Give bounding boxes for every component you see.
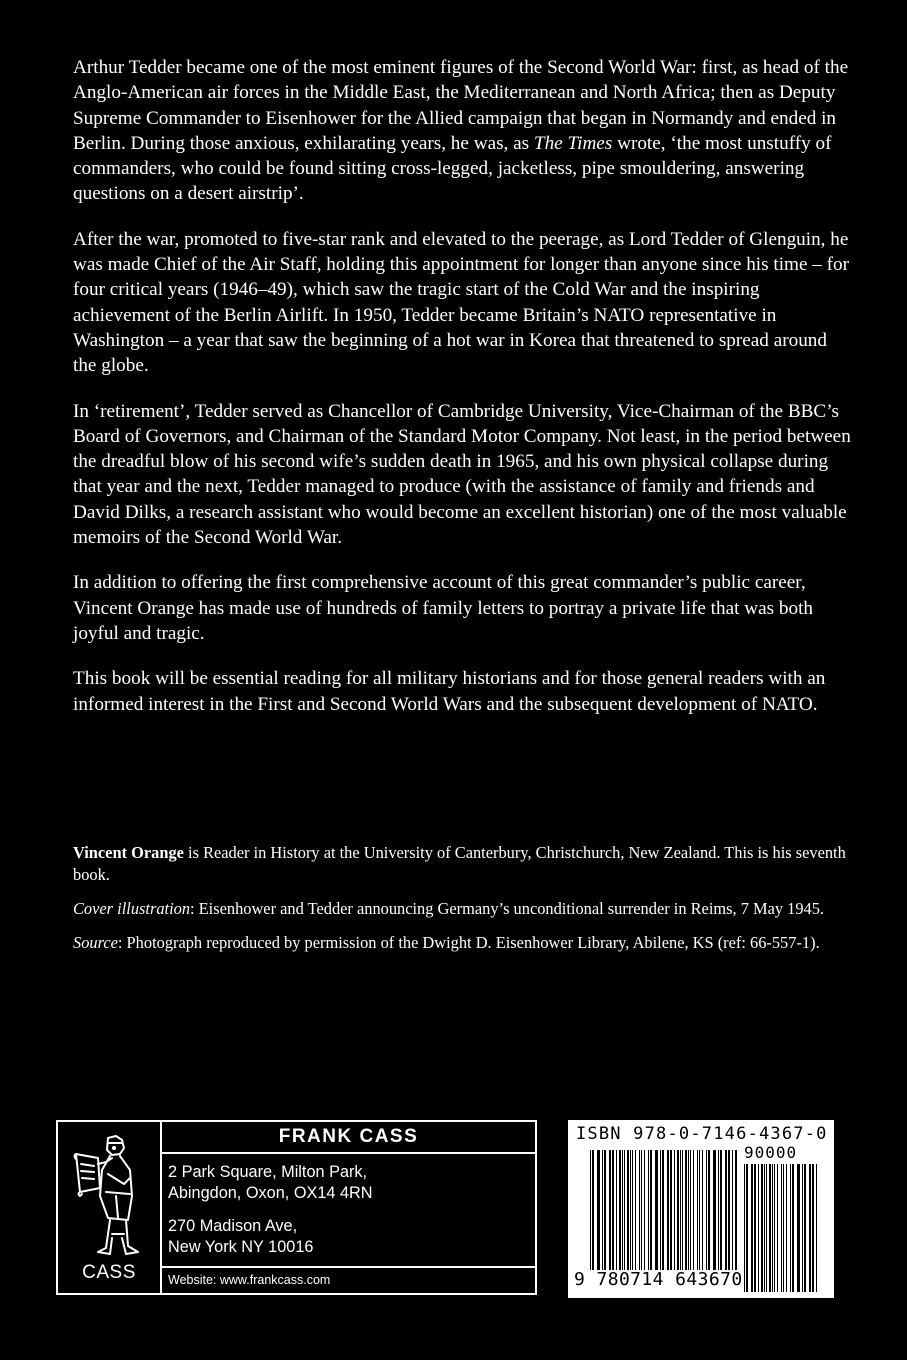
publisher-logo [58, 1122, 162, 1293]
cass-figure-logo-icon [72, 1134, 146, 1258]
address-uk-line-2: Abingdon, Oxon, OX14 4RN [168, 1184, 373, 1202]
barcode-bar [732, 1150, 733, 1270]
address-uk [168, 1162, 528, 1204]
barcode-bar [612, 1150, 614, 1270]
barcode-bar [690, 1150, 691, 1270]
barcode-bar [699, 1150, 700, 1270]
barcode-bar [592, 1150, 594, 1270]
source-credit [73, 932, 853, 954]
cover-credit-label: Cover illustration [73, 899, 191, 918]
website-link[interactable]: Website: www.frankcass.com [168, 1273, 331, 1287]
barcode-bar [713, 1150, 716, 1270]
barcode-bar [758, 1164, 759, 1292]
logo-word: CASS [82, 1262, 136, 1283]
barcode-bar [670, 1150, 672, 1270]
barcode-bar [781, 1164, 782, 1292]
address-us-line-2: New York NY 10016 [168, 1238, 314, 1256]
blurb-paragraph-2: After the war, promoted to five-star rank and elevated to the peerage, as Lord Tedder of Glenguin, he was made Chief of the Air Staff, holding this appointment for longer than anyone since his time – for four critical years (1946–49), which saw the tragic start of the Cold War and the inspiring achievement of the Berlin Airlift. In 1950, Tedder became Britain’s NATO representative in Washington – a year that saw the beginning of a hot war in Korea that threatened to spread around the globe. [73, 228, 850, 377]
barcode-bar [590, 1150, 591, 1270]
barcode-bar [790, 1164, 791, 1292]
barcode-bar [764, 1164, 765, 1292]
barcode-bar [786, 1164, 787, 1292]
barcode-bar [616, 1150, 617, 1270]
barcode-bar [708, 1150, 710, 1270]
barcode-bar [718, 1150, 719, 1270]
barcode-bar [693, 1150, 694, 1270]
author-name: Vincent Orange [73, 843, 184, 862]
barcode-bar [772, 1164, 773, 1292]
barcode-bar [754, 1164, 756, 1292]
barcode-bar [792, 1164, 794, 1292]
barcode-bar [632, 1150, 633, 1270]
barcode-bar [641, 1150, 642, 1270]
barcode-bar [667, 1150, 669, 1270]
barcode-bar [725, 1150, 727, 1270]
addon-digits: 90000 [744, 1143, 798, 1162]
barcode-bar [602, 1150, 603, 1270]
blurb-paragraph-5: This book will be essential reading for all military historians and for those general readers with an informed interest in the First and Second World Wars and the subsequent development of NATO. [73, 668, 826, 715]
barcode-bar [662, 1150, 664, 1270]
source-credit-label: Source [73, 933, 118, 952]
website-row [162, 1266, 535, 1293]
barcode-bar [706, 1150, 707, 1270]
address-uk-line-1: 2 Park Square, Milton Park, [168, 1163, 368, 1181]
barcode-bar [804, 1164, 806, 1292]
barcode-bar [797, 1164, 800, 1292]
barcode-bar [769, 1164, 771, 1292]
barcode-bar [766, 1164, 767, 1292]
barcode-bar [812, 1164, 814, 1292]
publisher-box [56, 1120, 537, 1295]
barcode-bar [728, 1150, 730, 1270]
author-bio [73, 842, 853, 886]
barcode-bar [660, 1150, 661, 1270]
source-credit-text: : Photograph reproduced by permission of the Dwight D. Eisenhower Library, Abilene, KS (ref: 66-557-1). [117, 933, 820, 952]
address-us [168, 1216, 528, 1258]
blurb-paragraph-3: In ‘retirement’, Tedder served as Chancellor of Cambridge University, Vice-Chairman of the BBC’s Board of Governors, and Chairman of the Standard Motor Company. Not least, in the period between the dreadful blow of his second wife’s sudden death in 1965, and his own physical collapse during that year and the next, Tedder managed to produce (with the assistance of family and friends and David Dilks, a research assistant who would become an excellent historian) one of the most valuable memoirs of the Second World War. [73, 400, 851, 549]
barcode-bar [774, 1164, 775, 1292]
cover-credit-text: : Eisenhower and Tedder announcing Germany’s unconditional surrender in Reims, 7 May 1945. [190, 899, 825, 918]
barcode-bar [604, 1150, 606, 1270]
barcode-box [568, 1120, 834, 1298]
barcode-bar [682, 1150, 683, 1270]
blurb-paragraph-1-end: wrote, ‘the most unstuffy of commanders, who could be found sitting cross-legged, jacketless, pipe smouldering, answering questions on a desert airstrip’. [73, 132, 832, 205]
blurb-paragraph-4: In addition to offering the first comprehensive account of this great commander’s public career, Vincent Orange has made use of hundreds of family letters to portray a private life that was both joyful and tragic. [73, 572, 813, 644]
barcode-bar [650, 1150, 652, 1270]
barcode-bar [783, 1164, 784, 1292]
barcode-bar [635, 1150, 636, 1270]
isbn-label: ISBN 978-0-7146-4367-0 [576, 1124, 828, 1144]
barcode-bar [688, 1150, 689, 1270]
barcode-bar [802, 1164, 803, 1292]
barcode-bar [720, 1150, 722, 1270]
barcode-bar [735, 1150, 737, 1270]
barcode-digits: 9 780714 643670 [574, 1269, 743, 1290]
barcode-bar [619, 1150, 621, 1270]
barcode-bar [674, 1150, 675, 1270]
barcode-bar [677, 1150, 679, 1270]
barcode-bar [630, 1150, 631, 1270]
barcode-bar [644, 1150, 645, 1270]
barcode-bar [761, 1164, 763, 1292]
barcode-bar [627, 1150, 629, 1270]
barcode-bar [777, 1164, 778, 1292]
barcode-bar [648, 1150, 649, 1270]
address-us-line-1: 270 Madison Ave, [168, 1217, 298, 1235]
barcode-bar [639, 1150, 640, 1270]
barcode-bar [702, 1150, 703, 1270]
author-notes [73, 842, 853, 966]
barcode-bar [751, 1164, 753, 1292]
newspaper-title: The Times [533, 132, 613, 154]
blurb-text [73, 55, 853, 737]
barcode-bar [746, 1164, 748, 1292]
barcode-bar [622, 1150, 623, 1270]
blurb-paragraph-1 [73, 55, 853, 207]
publisher-name: FRANK CASS [162, 1122, 535, 1154]
blurb-paragraph-1-start: Arthur Tedder became one of the most eminent figures of the Second World War: first, as head of the Anglo-American air forces in the Middle East, the Mediterranean and North Africa; then as Deputy Supreme Commander to Eisenhower for the Allied campaign that began in Normandy and ended in Berlin. During those anxious, exhilarating years, he was, as [73, 57, 849, 154]
barcode-bar [609, 1150, 611, 1270]
barcode-bar [744, 1164, 745, 1292]
barcode-bar [816, 1164, 817, 1292]
barcode-bar [624, 1150, 625, 1270]
barcode-bar [809, 1164, 811, 1292]
barcode-bar [680, 1150, 681, 1270]
author-bio-text: is Reader in History at the University of Canterbury, Christchurch, New Zealand. This is his seventh book. [73, 843, 846, 884]
barcode-bar [697, 1150, 698, 1270]
barcode-bar [597, 1150, 600, 1270]
barcode-bar [655, 1150, 658, 1270]
barcode-bar [685, 1150, 687, 1270]
cover-credit [73, 898, 853, 920]
